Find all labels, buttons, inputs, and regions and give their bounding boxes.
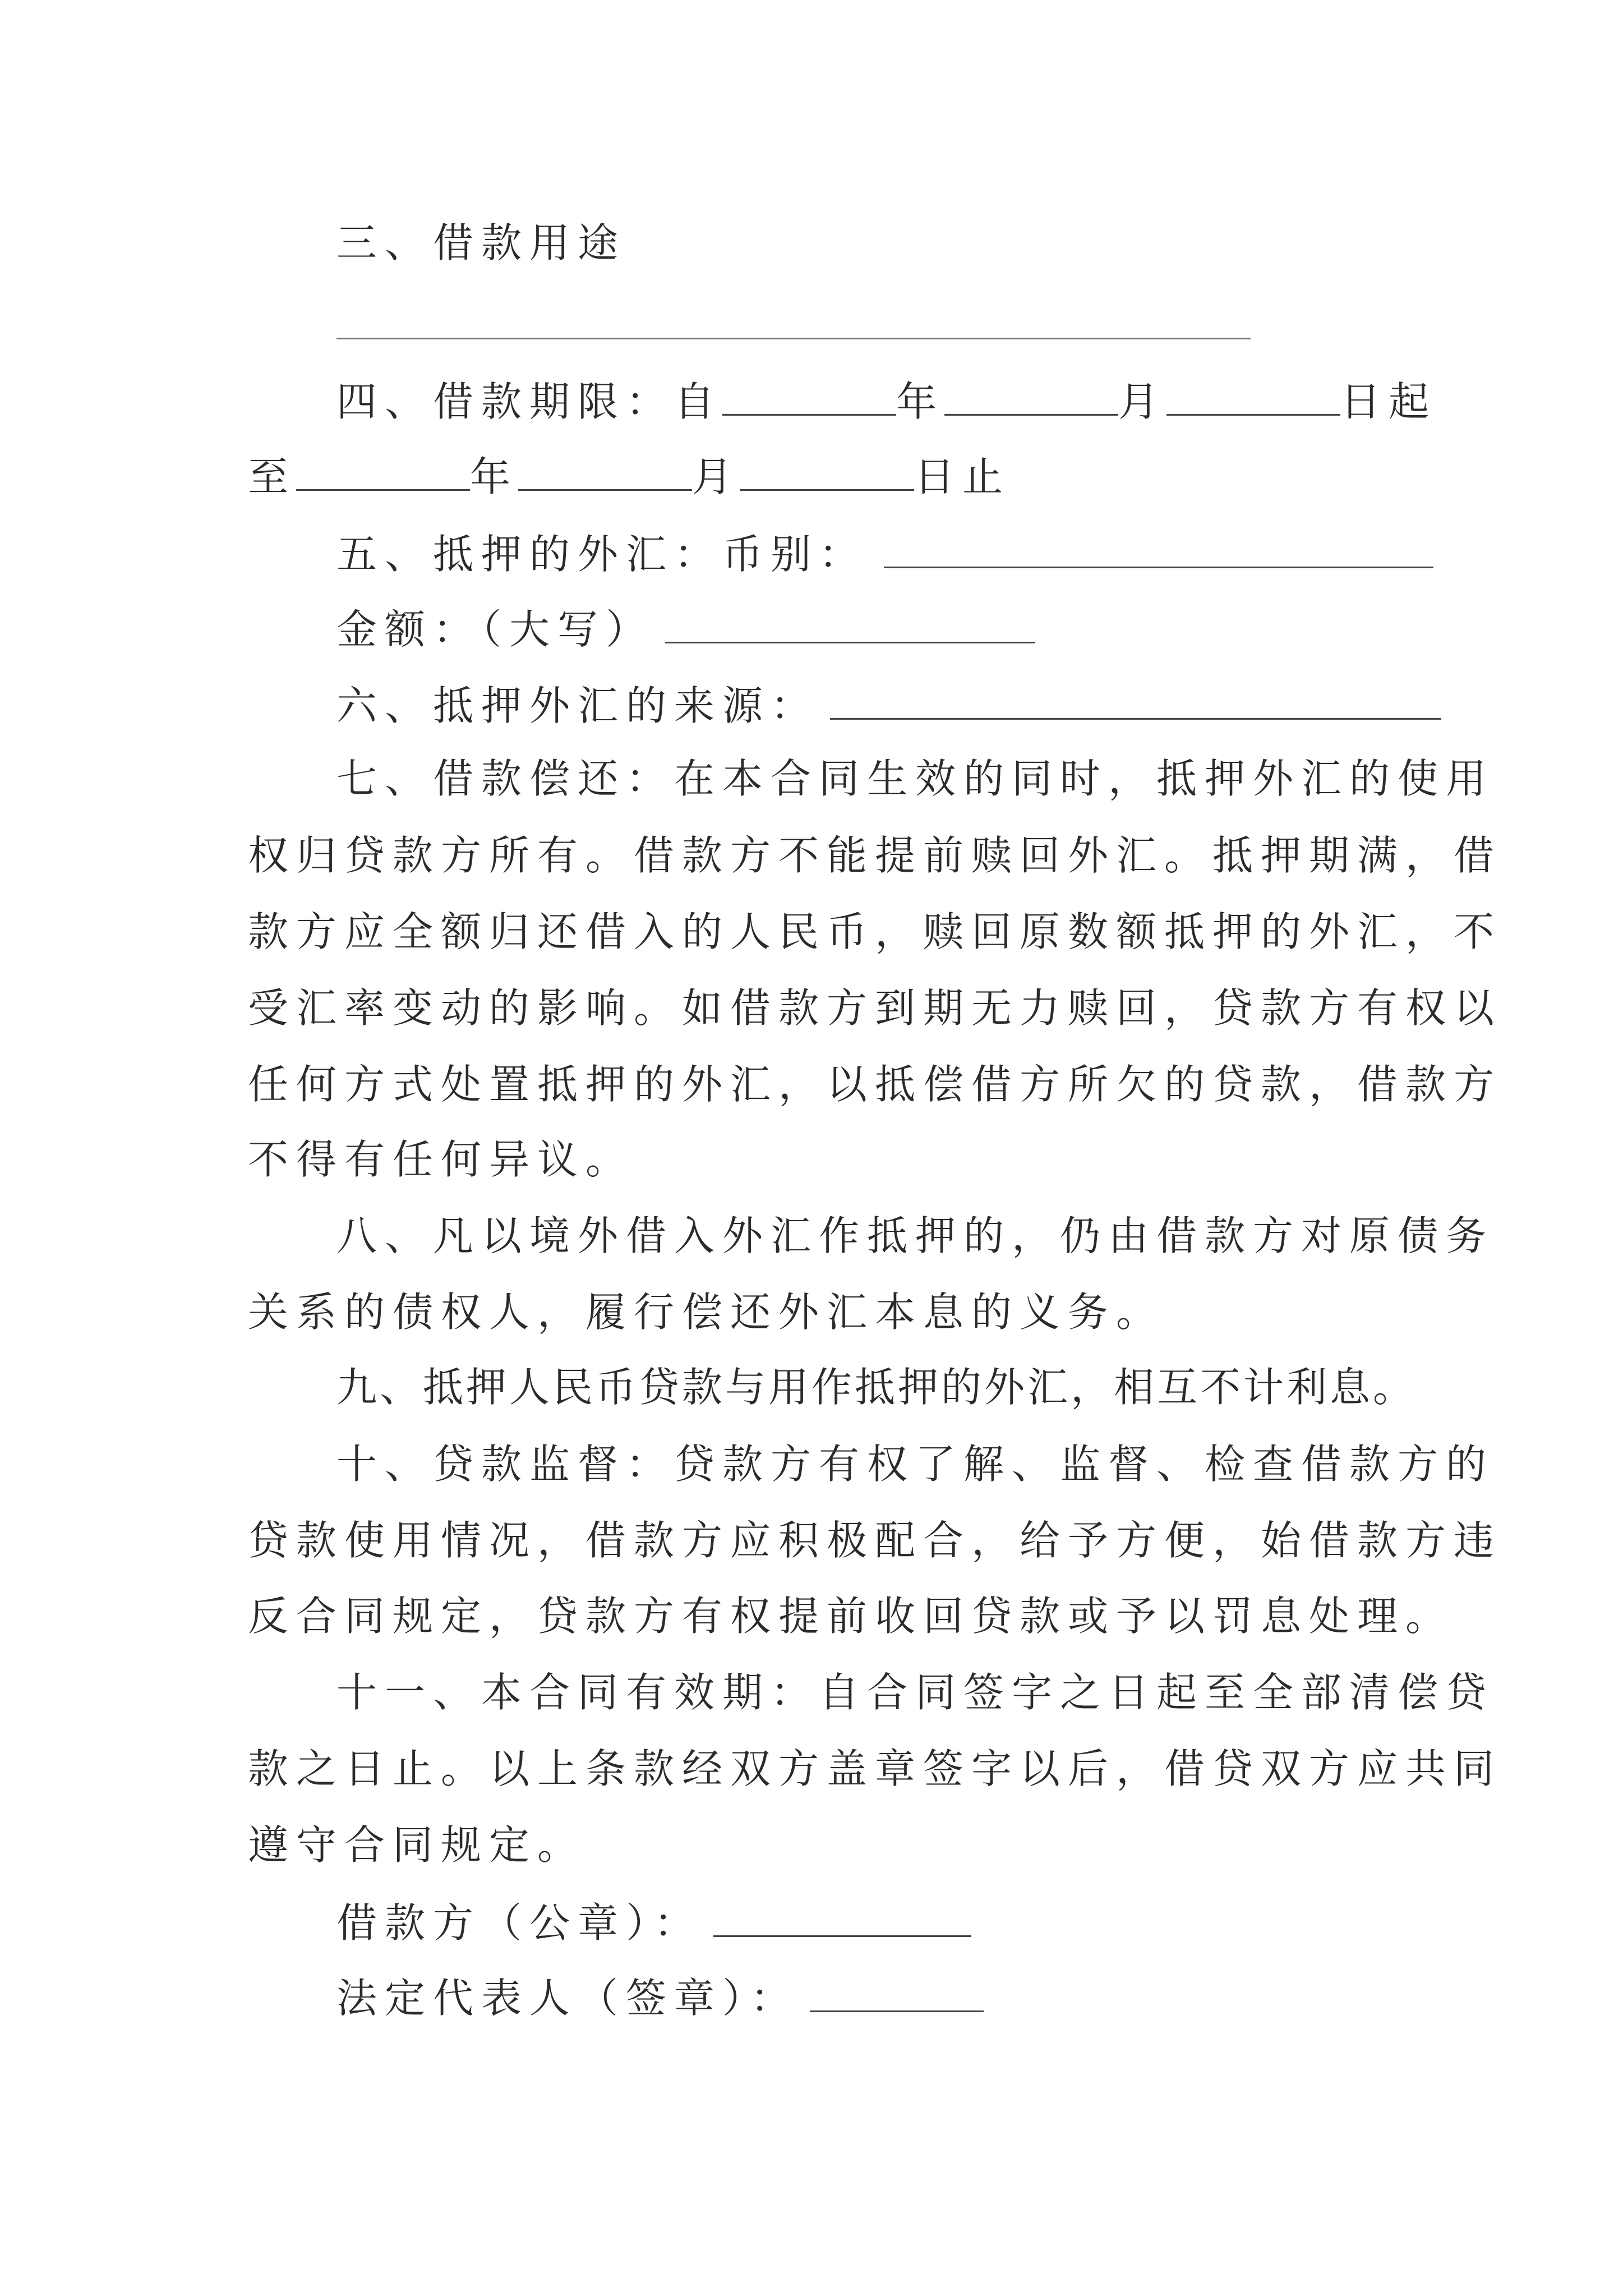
- section-6-source: [336, 679, 1441, 731]
- to-label: 至: [248, 453, 297, 500]
- purpose-blank-line: [336, 338, 1251, 339]
- section-7-line-2: 权归贷款方所有。借款方不能提前赎回外汇。抵押期满，借: [248, 832, 1502, 879]
- end-day-blank: [740, 450, 914, 491]
- borrower-seal-blank: [713, 1896, 971, 1937]
- section-10-line-1: 十、贷款监督：贷款方有权了解、监督、检查借款方的: [336, 1441, 1495, 1488]
- start-month-unit: 月: [1118, 378, 1167, 425]
- section-8-line-2: 关系的债权人，履行偿还外汇本息的义务。: [248, 1289, 1165, 1336]
- section-7-line-6: 不得有任何异议。: [248, 1136, 634, 1183]
- section-11-line-1: 十一、本合同有效期：自合同签字之日起至全部清偿贷: [336, 1669, 1495, 1716]
- start-year-blank: [722, 375, 896, 416]
- section-5-amount: [336, 602, 1035, 655]
- amount-label: 金额：（大写）: [336, 606, 654, 653]
- start-day-blank: [1166, 375, 1340, 416]
- end-year-unit: 年: [470, 453, 519, 500]
- legal-rep-label: 法定代表人（签章）：: [336, 1975, 799, 2022]
- legal-rep-blank: [810, 1971, 984, 2012]
- term-label: 四、借款期限：自: [336, 378, 723, 425]
- section-7-line-1: 七、借款偿还：在本合同生效的同时，抵押外汇的使用: [336, 755, 1495, 802]
- section-10-line-3: 反合同规定，贷款方有权提前收回贷款或予以罚息处理。: [248, 1593, 1454, 1640]
- section-11-line-2: 款之日止。以上条款经双方盖章签字以后，借贷双方应共同: [248, 1745, 1502, 1792]
- section-4-line-1: [336, 375, 1437, 427]
- end-month-blank: [518, 450, 692, 491]
- start-month-blank: [944, 375, 1118, 416]
- section-7-line-4: 受汇率变动的影响。如借款方到期无力赎回，贷款方有权以: [248, 984, 1502, 1032]
- currency-blank: [884, 527, 1433, 568]
- section-7-line-3: 款方应全额归还借入的人民币，赎回原数额抵押的外汇，不: [248, 908, 1502, 955]
- end-month-unit: 月: [692, 453, 741, 500]
- section-7-line-5: 任何方式处置抵押的外汇，以抵偿借方所欠的贷款，借款方: [248, 1061, 1502, 1108]
- currency-label: 五、抵押的外汇：币别：: [336, 531, 868, 578]
- borrower-seal-line: [336, 1896, 971, 1948]
- section-3-heading: 三、借款用途: [336, 219, 626, 266]
- section-4-line-2: [248, 450, 1011, 502]
- section-11-line-3: 遵守合同规定。: [248, 1821, 586, 1869]
- start-day-unit: 日起: [1340, 378, 1437, 425]
- start-year-unit: 年: [896, 378, 945, 425]
- source-label: 六、抵押外汇的来源：: [336, 682, 819, 729]
- end-year-blank: [296, 450, 470, 491]
- section-10-line-2: 贷款使用情况，借款方应积极配合，给予方便，始借款方违: [248, 1517, 1502, 1564]
- section-5-currency: [336, 527, 1433, 579]
- legal-rep-signature-line: [336, 1971, 984, 2023]
- end-day-unit: 日止: [914, 453, 1011, 500]
- source-blank: [830, 679, 1441, 720]
- borrower-seal-label: 借款方（公章）：: [336, 1899, 703, 1947]
- section-9-text: 九、抵押人民币贷款与用作抵押的外汇，相互不计利息。: [336, 1364, 1417, 1411]
- amount-blank: [665, 602, 1035, 643]
- section-8-line-1: 八、凡以境外借入外汇作抵押的，仍由借款方对原债务: [336, 1212, 1495, 1259]
